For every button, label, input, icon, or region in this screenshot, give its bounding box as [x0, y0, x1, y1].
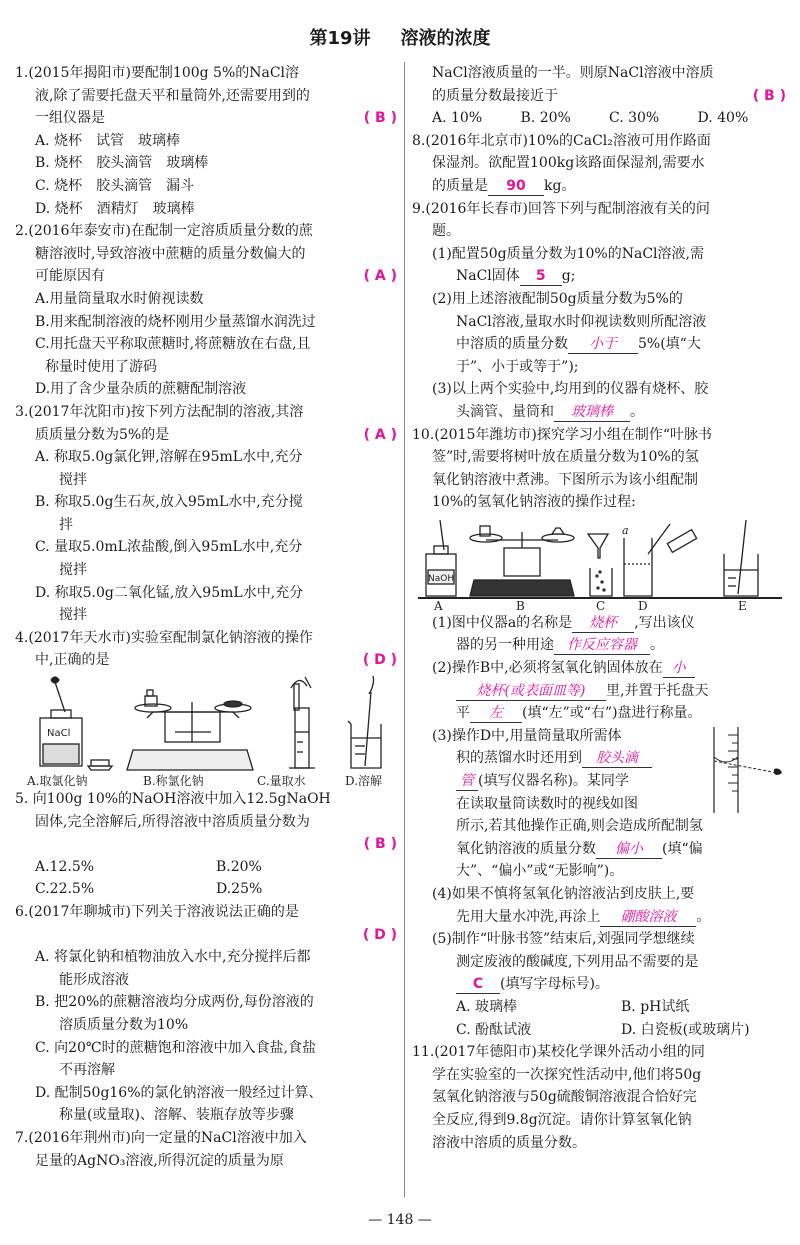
q11-line: 溶液中溶质的质量分数。: [432, 1134, 586, 1151]
q9-sub2: (2)用上述溶液配制50g质量分数为5%的: [432, 290, 683, 307]
q3-line: 3.(2017年沈阳市)按下列方法配制的溶液,其溶: [15, 403, 304, 420]
measure-water-figure: [622, 524, 697, 596]
q9-sub3-answer: 玻璃棒: [554, 403, 630, 422]
q10-sub3-answer-1-cont: 管: [456, 772, 478, 791]
q10-sub1-text: ,写出该仪: [634, 614, 695, 631]
question-5: [15, 788, 397, 901]
q9-line: 9.(2016年长春市)回答下列与配制溶液有关的问: [412, 200, 710, 217]
q4-caption-c: C.量取水: [257, 774, 306, 789]
question-9: [412, 198, 786, 424]
q3-option-d-cont: 搅拌: [59, 607, 87, 624]
question-2: [15, 220, 397, 401]
q2-option-a: A.用量筒量取水时俯视读数: [35, 290, 204, 307]
q10-sub5-text: 测定废液的酸碱度,下列用品不需要的是: [456, 953, 699, 970]
q10-fig-label-c: C: [596, 598, 606, 612]
q9-line: 题。: [432, 223, 460, 240]
q10-sub4: (4)如果不慎将氢氧化钠溶液沾到皮肤上,要: [432, 886, 695, 902]
q10-sub1: (1)图中仪器a的名称是: [432, 614, 573, 631]
q11-line: 学在实验室的一次探究性活动中,他们将50g: [432, 1066, 702, 1083]
q1-answer: ( B ): [363, 110, 397, 127]
q10-sub3-text: 在读取量筒读数时的视线如图: [456, 795, 638, 812]
q1-line: 一组仪器是: [35, 110, 105, 127]
lecture-number: 第19讲: [309, 28, 371, 49]
q10-sub5-text: (填写字母标号)。: [500, 976, 609, 993]
question-7: [15, 1127, 397, 1172]
q10-sub2-text: 里,并置于托盘天: [606, 682, 709, 699]
q10-sub3-answer-1: 胶头滴: [582, 749, 652, 768]
question-11: [412, 1041, 786, 1154]
q7-option-b: B. 20%: [520, 110, 571, 127]
q9-sub2-text: NaCl溶液,量取水时仰视读数则所配溶液: [456, 313, 707, 330]
q6-option-b: B. 把20%的蔗糖溶液均分成两份,每份溶液的: [35, 994, 314, 1011]
q7-option-d: D. 40%: [697, 110, 749, 127]
q9-sub1-answer: 5: [520, 267, 562, 286]
q6-option-b-cont: 溶质质量分数为10%: [59, 1016, 189, 1033]
q11-line: 11.(2017年德阳市)某校化学课外活动小组的同: [412, 1044, 705, 1061]
q3-answer: ( A ): [363, 426, 397, 443]
question-4: [15, 627, 397, 788]
q5-option-d: D.25%: [216, 881, 263, 898]
q2-answer: ( A ): [363, 268, 397, 285]
q2-option-d: D.用了含少量杂质的蔗糖配制溶液: [35, 381, 247, 398]
q10-sub2: (2)操作B中,必须将氢氧化钠固体放在: [432, 660, 663, 677]
q5-option-a: A.12.5%: [35, 858, 95, 875]
q2-option-b: B.用来配制溶液的烧杯刚用少量蒸馏水润洗过: [35, 313, 316, 330]
q8-line: 的质量是: [432, 177, 488, 194]
q8-unit: kg。: [544, 177, 576, 194]
q3-option-d: D. 称取5.0g二氧化锰,放入95mL水中,充分: [35, 584, 304, 601]
graduated-cylinder-figure: [289, 677, 315, 768]
q11-line: 全反应,得到9.8g沉淀。请你计算氢氧化钠: [432, 1111, 692, 1128]
q1-option-c: C. 烧杯 胶头滴管 漏斗: [35, 177, 195, 194]
q7-line: NaCl溶液质量的一半。则原NaCl溶液中溶质: [432, 65, 714, 81]
q6-option-c: C. 向20℃时的蔗糖饱和溶液中加入食盐,食盐: [35, 1039, 317, 1056]
q3-option-a: A. 称取5.0g氯化钾,溶解在95mL水中,充分: [35, 449, 303, 466]
q2-line: 可能原因有: [35, 268, 105, 285]
column-divider: [404, 62, 405, 1197]
q3-option-c-cont: 搅拌: [59, 562, 87, 579]
q2-option-c-cont: 称量时使用了游码: [45, 358, 157, 375]
q10-sub3-text: (填写仪器名称)。某同学: [478, 773, 629, 790]
q6-option-c-cont: 不再溶解: [59, 1062, 115, 1079]
question-6: [15, 901, 397, 1127]
reagent-bottle-figure: [40, 677, 112, 770]
beaker-e-figure: [724, 520, 758, 596]
q10-sub1-answer-1: 烧杯: [572, 614, 634, 633]
q2-line: 糖溶液时,导致溶液中蔗糖的质量分数偏大的: [35, 245, 306, 262]
q10-option-c: C. 酚酞试液: [456, 1021, 532, 1038]
q10-sub4-text: 。: [696, 908, 711, 925]
question-8: [412, 130, 786, 198]
q11-line: 氢氧化钠溶液与50g硫酸铜溶液混合恰好完: [432, 1089, 697, 1106]
balance-e-figure: [470, 526, 574, 596]
q4-caption-a: A.取氯化钠: [27, 774, 88, 789]
nacl-label: NaCl: [47, 728, 71, 740]
q10-sub2-answer-1-cont: 烧杯(或表面皿等): [456, 682, 606, 701]
q6-option-a: A. 将氯化钠和植物油放入水中,充分搅拌后都: [35, 949, 311, 966]
q10-sub2-answer-1: 小: [663, 659, 695, 678]
naoh-label: NaOH: [428, 573, 455, 584]
q5-answer: ( B ): [363, 836, 397, 853]
right-column: [412, 62, 786, 1154]
instrument-a-label: a: [622, 523, 629, 537]
question-3: [15, 401, 397, 627]
q6-option-a-cont: 能形成溶液: [59, 971, 129, 988]
q10-fig-label-e: E: [738, 598, 747, 612]
q1-option-a: A. 烧杯 试管 玻璃棒: [35, 132, 181, 149]
q10-sub5-answer: C: [456, 975, 500, 994]
q10-sub3-text: 积的蒸馏水时还用到: [456, 750, 582, 767]
q4-answer: ( D ): [362, 652, 397, 669]
q6-line: 6.(2017年聊城市)下列关于溶液说法正确的是: [15, 904, 299, 920]
q9-sub2-text: 于”、小于或等于”);: [456, 358, 579, 375]
q4-caption-d: D.溶解: [345, 774, 383, 789]
q10-figure: [412, 514, 786, 612]
q10-sub3: (3)操作D中,用量筒量取所需体: [432, 727, 622, 744]
q3-option-b: B. 称取5.0g生石灰,放入95mL水中,充分搅: [35, 494, 303, 511]
q6-answer: ( D ): [362, 926, 397, 943]
q9-sub2-text: 中溶质的质量分数: [456, 336, 568, 353]
question-7-cont: [412, 62, 786, 130]
q10-sub4-answer: 硼酸溶液: [600, 908, 696, 927]
q7-answer: ( B ): [752, 87, 786, 104]
funnel-figure: [588, 534, 612, 596]
question-10: [412, 424, 786, 1042]
q10-fig-label-a: A: [434, 598, 443, 612]
cylinder-reading-figure: [694, 727, 786, 815]
lecture-title: 溶液的浓度: [400, 28, 491, 49]
q1-option-d: D. 烧杯 酒精灯 玻璃棒: [35, 200, 195, 217]
q3-option-b-cont: 拌: [59, 516, 73, 533]
q10-sub3-text: 所示,若其他操作正确,则会造成所配制氢: [456, 818, 703, 835]
q4-line: 中,正确的是: [35, 652, 110, 669]
q10-option-a: A. 玻璃棒: [456, 998, 518, 1015]
q10-sub2-text: 平: [456, 705, 470, 722]
q10-sub2-text: (填“左”或“右”)盘进行称量。: [522, 705, 702, 722]
q10-option-d: D. 白瓷板(或玻璃片): [621, 1021, 750, 1038]
q7-option-a: A. 10%: [432, 110, 483, 127]
q1-option-b: B. 烧杯 胶头滴管 玻璃棒: [35, 155, 209, 172]
naoh-bottle-figure: [426, 520, 456, 596]
q10-line: 10.(2015年潍坊市)探究学习小组在制作“叶脉书: [412, 426, 712, 443]
q10-sub3-text: 氧化钠溶液的质量分数: [456, 840, 596, 857]
q8-line: 8.(2016年北京市)10%的CaCl₂溶液可用作路面: [412, 132, 711, 149]
q4-figure: [15, 672, 397, 788]
q3-line: 质质量分数为5%的是: [35, 426, 170, 443]
q7-line: 7.(2016年荆州市)向一定量的NaCl溶液中加入: [15, 1129, 307, 1146]
q10-sub1-answer-2: 作反应容器: [554, 636, 650, 655]
q9-sub1-text: NaCl固体: [456, 268, 520, 285]
q7-line: 的质量分数最接近于: [432, 87, 558, 104]
q6-option-d-cont: 称量(或量取)、溶解、装瓶存放等步骤: [59, 1107, 294, 1124]
q1-line: 液,除了需要托盘天平和量筒外,还需要用到的: [35, 87, 310, 104]
q9-sub3-text: 。: [630, 403, 644, 420]
q9-sub1: (1)配置50g质量分数为10%的NaCl溶液,需: [432, 245, 704, 262]
q9-sub1-unit: g;: [561, 268, 576, 285]
q7-line: 足量的AgNO₃溶液,所得沉淀的质量为原: [35, 1152, 284, 1169]
q5-option-b: B.20%: [216, 858, 262, 875]
q5-option-c: C.22.5%: [35, 881, 95, 898]
q5-line: 固体,完全溶解后,所得溶液中溶质质量分数为: [35, 813, 310, 830]
q10-sub3-text: (填“偏: [662, 840, 703, 857]
q10-sub1-text: 。: [650, 637, 664, 654]
q10-fig-label-b: B: [516, 598, 525, 612]
q5-line: 5. 向100g 10%的NaOH溶液中加入12.5gNaOH: [15, 791, 331, 808]
q4-caption-b: B.称氯化钠: [143, 774, 204, 789]
q10-fig-label-d: D: [638, 598, 648, 612]
q10-line: 氧化钠溶液中煮沸。下图所示为该小组配制: [432, 471, 698, 488]
q10-sub5: (5)制作“叶脉书签”结束后,刘强同学想继续: [432, 931, 695, 948]
q3-option-c: C. 量取5.0mL浓盐酸,倒入95mL水中,充分: [35, 539, 303, 556]
question-1: [15, 62, 397, 220]
q7-option-c: C. 30%: [609, 110, 660, 127]
q2-line: 2.(2016年泰安市)在配制一定溶质质量分数的蔗: [15, 223, 313, 240]
page-title: [0, 24, 800, 50]
q2-option-c: C.用托盘天平称取蔗糖时,将蔗糖放在右盘,且: [35, 336, 311, 353]
beaker-stir-figure: [348, 676, 381, 768]
q3-option-a-cont: 搅拌: [59, 471, 87, 488]
q4-line: 4.(2017年天水市)实验室配制氯化钠溶液的操作: [15, 629, 313, 646]
q9-sub3: (3)以上两个实验中,均用到的仪器有烧杯、胶: [432, 381, 709, 398]
q10-line: 签”时,需要将树叶放在质量分数为10%的氢: [432, 449, 699, 466]
q10-sub4-text: 先用大量水冲洗,再涂上: [456, 908, 601, 925]
q8-answer: 90: [488, 177, 544, 196]
q6-option-d: D. 配制50g16%的氯化钠溶液一般经过计算、: [35, 1084, 323, 1101]
q10-sub2-answer-2: 左: [470, 704, 522, 723]
q9-sub2-text: 5%(填“大: [638, 336, 701, 353]
q8-line: 保湿剂。欲配置100kg该路面保湿剂,需要水: [432, 155, 705, 172]
left-column: [15, 62, 397, 1172]
q10-sub1-text: 器的另一种用途: [456, 637, 554, 654]
q9-sub2-answer: 小于: [568, 335, 638, 354]
page-number: — 148 —: [368, 1212, 432, 1228]
q10-sub3-answer-2: 偏小: [596, 840, 662, 859]
balance-figure: [127, 690, 253, 770]
q10-option-b: B. pH试纸: [621, 998, 690, 1015]
q1-line: 1.(2015年揭阳市)要配制100g 5%的NaCl溶: [15, 65, 300, 81]
q9-sub3-text: 头滴管、量筒和: [456, 403, 554, 420]
q10-line: 10%的氢氧化钠溶液的操作过程:: [432, 494, 636, 511]
q10-sub3-text: 大”、“偏小”或“无影响”)。: [456, 863, 624, 880]
